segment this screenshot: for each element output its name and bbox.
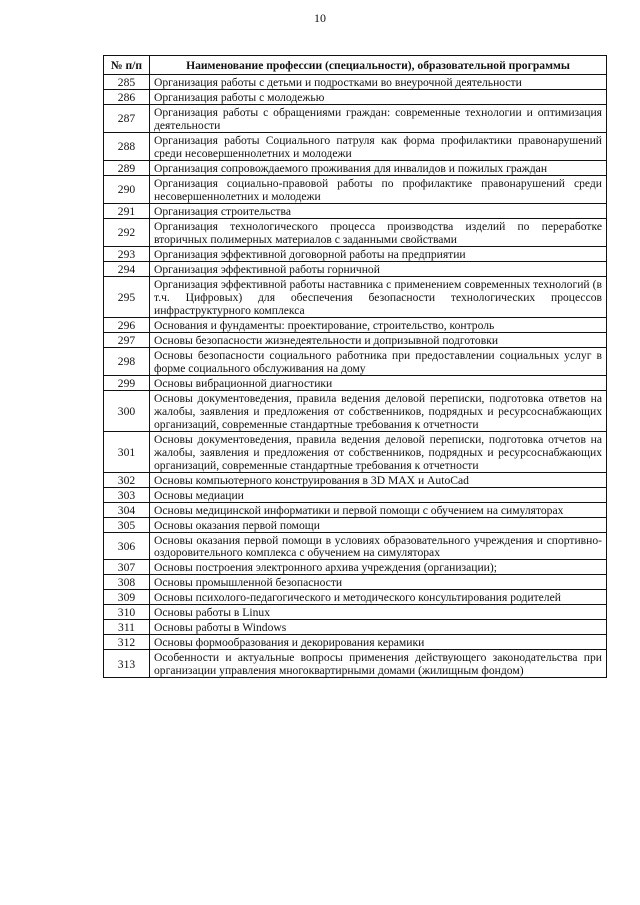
row-number: 308 [104,575,150,590]
table-row [104,203,607,218]
row-program-name: Основы компьютерного конструирования в 3D MAX и AutoCad [150,472,607,487]
row-program-name: Основы работы в Linux [150,605,607,620]
row-number: 309 [104,590,150,605]
row-program-name: Организация эффективной договорной работы на предприятии [150,246,607,261]
table-row [104,472,607,487]
row-number: 289 [104,160,150,175]
table-row [104,332,607,347]
row-number: 312 [104,635,150,650]
header-name: Наименование профессии (специальности), образовательной программы [150,56,607,75]
row-program-name: Основы работы в Windows [150,620,607,635]
row-number: 294 [104,261,150,276]
table-row [104,532,607,560]
table-row [104,487,607,502]
row-number: 288 [104,132,150,160]
table-row [104,650,607,678]
row-number: 306 [104,532,150,560]
table-row [104,261,607,276]
table-row [104,560,607,575]
row-number: 302 [104,472,150,487]
row-number: 300 [104,390,150,431]
row-program-name: Организация работы с детьми и подростками во внеурочной деятельности [150,75,607,90]
header-number: № п/п [104,56,150,75]
page-number: 10 [314,11,326,25]
table-row [104,218,607,246]
table-row [104,590,607,605]
table-row [104,502,607,517]
row-program-name: Организация строительства [150,203,607,218]
row-number: 301 [104,431,150,472]
row-number: 310 [104,605,150,620]
table-row [104,575,607,590]
row-number: 293 [104,246,150,261]
row-program-name: Организация работы с обращениями граждан: современные технологии и оптимизация деятельности [150,104,607,132]
table-row [104,104,607,132]
row-number: 292 [104,218,150,246]
table-row [104,517,607,532]
table-row [104,75,607,90]
row-number: 287 [104,104,150,132]
row-program-name: Основы оказания первой помощи [150,517,607,532]
table-row [104,347,607,375]
row-program-name: Организация эффективной работы наставника с применением современных технологий (в т.ч. Цифровых) для обеспечения безопасности технологических процессов инфраструктурного комплекса [150,276,607,317]
table-row [104,160,607,175]
row-number: 311 [104,620,150,635]
table-row [104,605,607,620]
table-header-row [104,56,607,75]
row-program-name: Основы формообразования и декорирования керамики [150,635,607,650]
row-number: 285 [104,75,150,90]
row-number: 298 [104,347,150,375]
table-row [104,375,607,390]
row-program-name: Основы безопасности жизнедеятельности и допризывной подготовки [150,332,607,347]
row-number: 296 [104,317,150,332]
table-row [104,132,607,160]
row-program-name: Организация эффективной работы горничной [150,261,607,276]
row-program-name: Основания и фундаменты: проектирование, строительство, контроль [150,317,607,332]
table-row [104,276,607,317]
row-number: 286 [104,89,150,104]
table-row [104,317,607,332]
table-row [104,175,607,203]
row-number: 313 [104,650,150,678]
programs-table [103,55,607,678]
row-number: 290 [104,175,150,203]
row-number: 304 [104,502,150,517]
row-number: 295 [104,276,150,317]
row-program-name: Основы медиации [150,487,607,502]
row-program-name: Организация технологического процесса производства изделий по переработке вторичных полимерных материалов с заданными свойствами [150,218,607,246]
row-program-name: Организация социально-правовой работы по профилактике правонарушений среди несовершеннолетних и молодежи [150,175,607,203]
row-program-name: Основы психолого-педагогического и методического консультирования родителей [150,590,607,605]
table-body [104,75,607,678]
row-program-name: Основы документоведения, правила ведения деловой переписки, подготовка ответов на жалобы, заявления и предложения от собственников, подрядных и ресурсоснабжающих организаций, современные стандартные требования к отчетности [150,390,607,431]
row-program-name: Особенности и актуальные вопросы применения действующего законодательства при организации управления многоквартирными домами (жилищным фондом) [150,650,607,678]
row-program-name: Основы безопасности социального работника при предоставлении социальных услуг в форме социального обслуживания на дому [150,347,607,375]
table-row [104,620,607,635]
table-row [104,431,607,472]
row-number: 297 [104,332,150,347]
row-program-name: Организация работы с молодежью [150,89,607,104]
row-program-name: Основы промышленной безопасности [150,575,607,590]
row-number: 299 [104,375,150,390]
table-row [104,390,607,431]
table-row [104,246,607,261]
row-program-name: Основы построения электронного архива учреждения (организации); [150,560,607,575]
row-program-name: Основы вибрационной диагностики [150,375,607,390]
row-number: 305 [104,517,150,532]
row-program-name: Основы медицинской информатики и первой помощи с обучением на симуляторах [150,502,607,517]
row-program-name: Основы оказания первой помощи в условиях образовательного учреждения и спортивно-оздоровительного комплекса с обучением на симуляторах [150,532,607,560]
table-row [104,89,607,104]
row-program-name: Организация работы Социального патруля как форма профилактики правонарушений среди несовершеннолетних и молодежи [150,132,607,160]
row-number: 303 [104,487,150,502]
row-program-name: Организация сопровождаемого проживания для инвалидов и пожилых граждан [150,160,607,175]
row-number: 307 [104,560,150,575]
table-row [104,635,607,650]
row-number: 291 [104,203,150,218]
row-program-name: Основы документоведения, правила ведения деловой переписки, подготовка отчетов на жалобы, заявления и предложения от собственников, подрядных и ресурсоснабжающих организаций, современные стандартные требования к отчетности [150,431,607,472]
